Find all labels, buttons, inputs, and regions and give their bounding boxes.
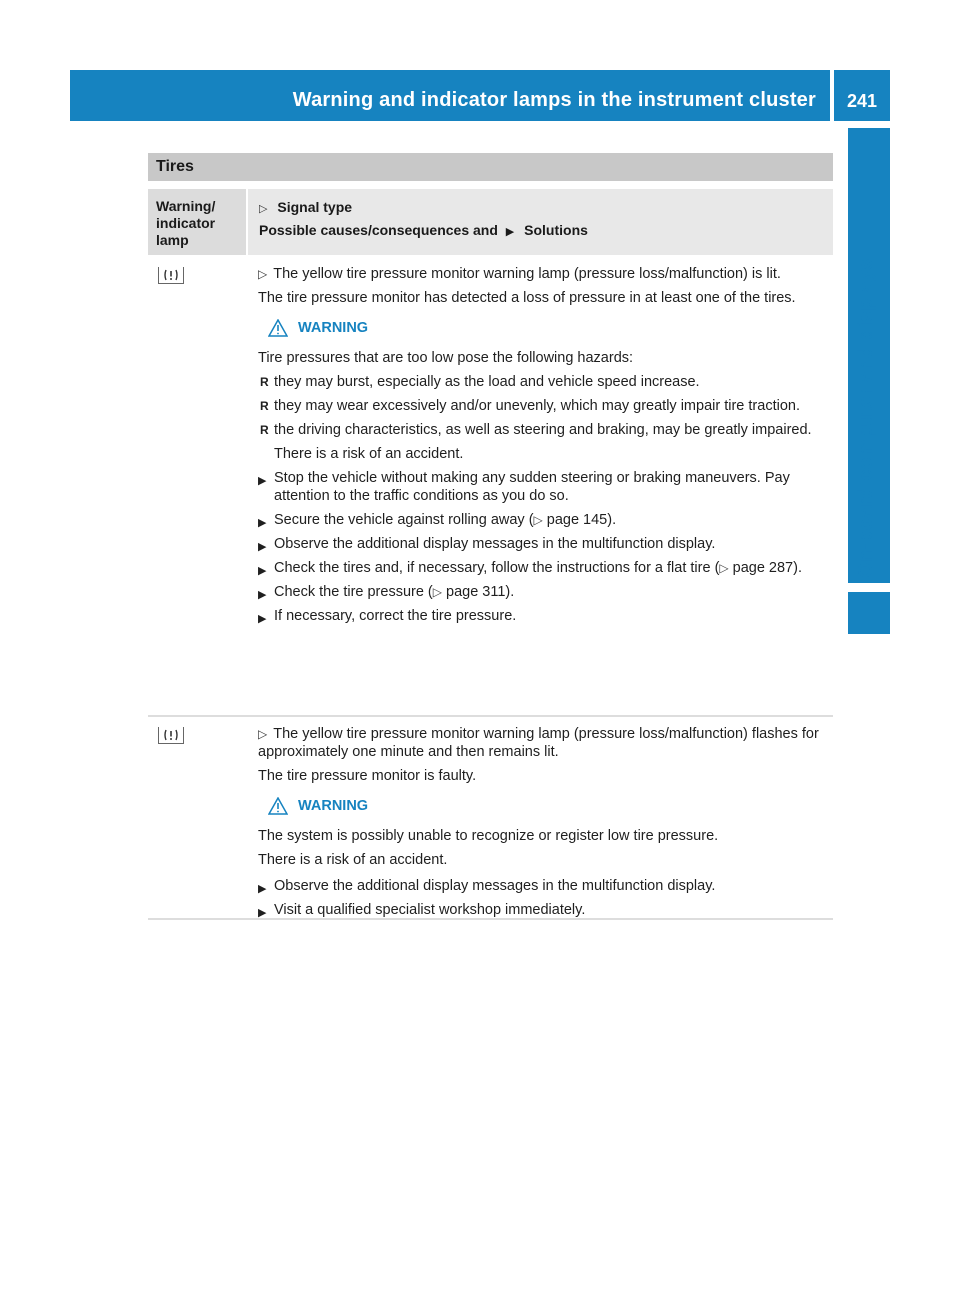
side-tab-title: On-board computer and displays [855,258,877,578]
side-marker [848,592,890,634]
row-content [258,725,828,925]
signal-triangle-icon: ▷ [258,727,268,741]
action-text: Visit a qualified specialist workshop immediately. [274,902,586,918]
list-item [258,397,828,415]
action-arrow-icon: ▶ [258,517,267,529]
bullet-icon: R [260,399,269,413]
action-text: Observe the additional display messages in the multifunction display. [274,536,716,552]
action-arrow-icon: ▶ [258,565,267,577]
action-item [258,583,828,601]
signal-triangle-icon: ▷ [258,267,268,281]
action-text: Check the tires and, if necessary, follow the instructions for a flat tire ( [274,560,720,576]
tire-pressure-icon [158,727,184,744]
action-item [258,535,828,553]
action-arrow-icon: ▶ [258,541,267,553]
row-content [258,265,828,631]
page-reference-link[interactable]: page 287). [732,560,802,576]
page-ref-icon: ▷ [432,585,442,599]
table-row [148,722,833,920]
page-ref-icon: ▷ [533,513,543,527]
section-header [148,153,833,181]
action-item [258,901,828,919]
warning-text: The system is possibly unable to recognize or register low tire pressure. [258,828,719,844]
warning-heading [268,319,828,337]
solution-arrow-icon: ▶ [505,226,515,238]
warning-label: WARNING [298,320,369,336]
signal-text: The yellow tire pressure monitor warning lamp (pressure loss/malfunction) is lit. [273,266,781,282]
header-solutions-label: Solutions [524,222,588,238]
risk-text: There is a risk of an accident. [258,852,448,868]
bullet-text: the driving characteristics, as well as steering and braking, may be greatly impaired. [274,422,812,438]
page-ref-icon: ▷ [719,561,729,575]
warning-heading [268,797,828,815]
action-item [258,469,828,505]
page-number: 241 [846,91,878,111]
action-arrow-icon: ▶ [258,907,267,919]
action-arrow-icon: ▶ [258,883,267,895]
action-text: Observe the additional display messages in the multifunction display. [274,878,716,894]
action-item [258,877,828,895]
section-title: Tires [156,158,194,175]
warning-label: WARNING [298,798,369,814]
page-number-box [834,70,890,121]
signal-text: The yellow tire pressure monitor warning lamp (pressure loss/malfunction) flashes for approximately one minute and then remains lit. [258,726,819,760]
page-reference-link[interactable]: page 311). [446,584,515,600]
warning-triangle-icon [268,319,288,337]
action-arrow-icon: ▶ [258,475,267,487]
table-row [148,262,833,717]
header-causes-label: Possible causes/consequences and [259,222,498,238]
action-item [258,511,828,529]
list-item [258,373,828,391]
cause-text: The tire pressure monitor has detected a loss of pressure in at least one of the tires. [258,290,796,306]
chapter-header [70,70,830,121]
tire-pressure-icon [158,267,184,284]
chapter-title: Warning and indicator lamps in the instrument cluster [292,89,816,111]
cause-text: The tire pressure monitor is faulty. [258,768,477,784]
action-arrow-icon: ▶ [258,613,267,625]
action-text: Stop the vehicle without making any sudden steering or braking maneuvers. Pay attention to the traffic conditions as you do so. [274,470,790,504]
header-lamp-label: Warning/ indicator lamp [156,198,216,248]
action-arrow-icon: ▶ [258,589,267,601]
action-text: If necessary, correct the tire pressure. [274,608,517,624]
table-header [148,189,833,255]
signal-triangle-icon: ▷ [259,203,268,215]
bullet-text: they may wear excessively and/or unevenly, which may greatly impair tire traction. [274,398,800,414]
header-description-column [248,189,833,255]
header-lamp-column [148,189,246,255]
warning-triangle-icon [268,797,288,815]
risk-text: There is a risk of an accident. [274,446,464,462]
header-signal-label: Signal type [277,199,353,215]
list-item [258,421,828,439]
action-text: Check the tire pressure ( [274,584,433,600]
bullet-text: they may burst, especially as the load and vehicle speed increase. [274,374,700,390]
bullet-icon: R [260,375,269,389]
action-item [258,607,828,625]
bullet-icon: R [260,423,269,437]
action-text: Secure the vehicle against rolling away ( [274,512,534,528]
page-reference-link[interactable]: page 145). [546,512,617,528]
action-item [258,559,828,577]
hazard-intro: Tire pressures that are too low pose the following hazards: [258,350,634,366]
